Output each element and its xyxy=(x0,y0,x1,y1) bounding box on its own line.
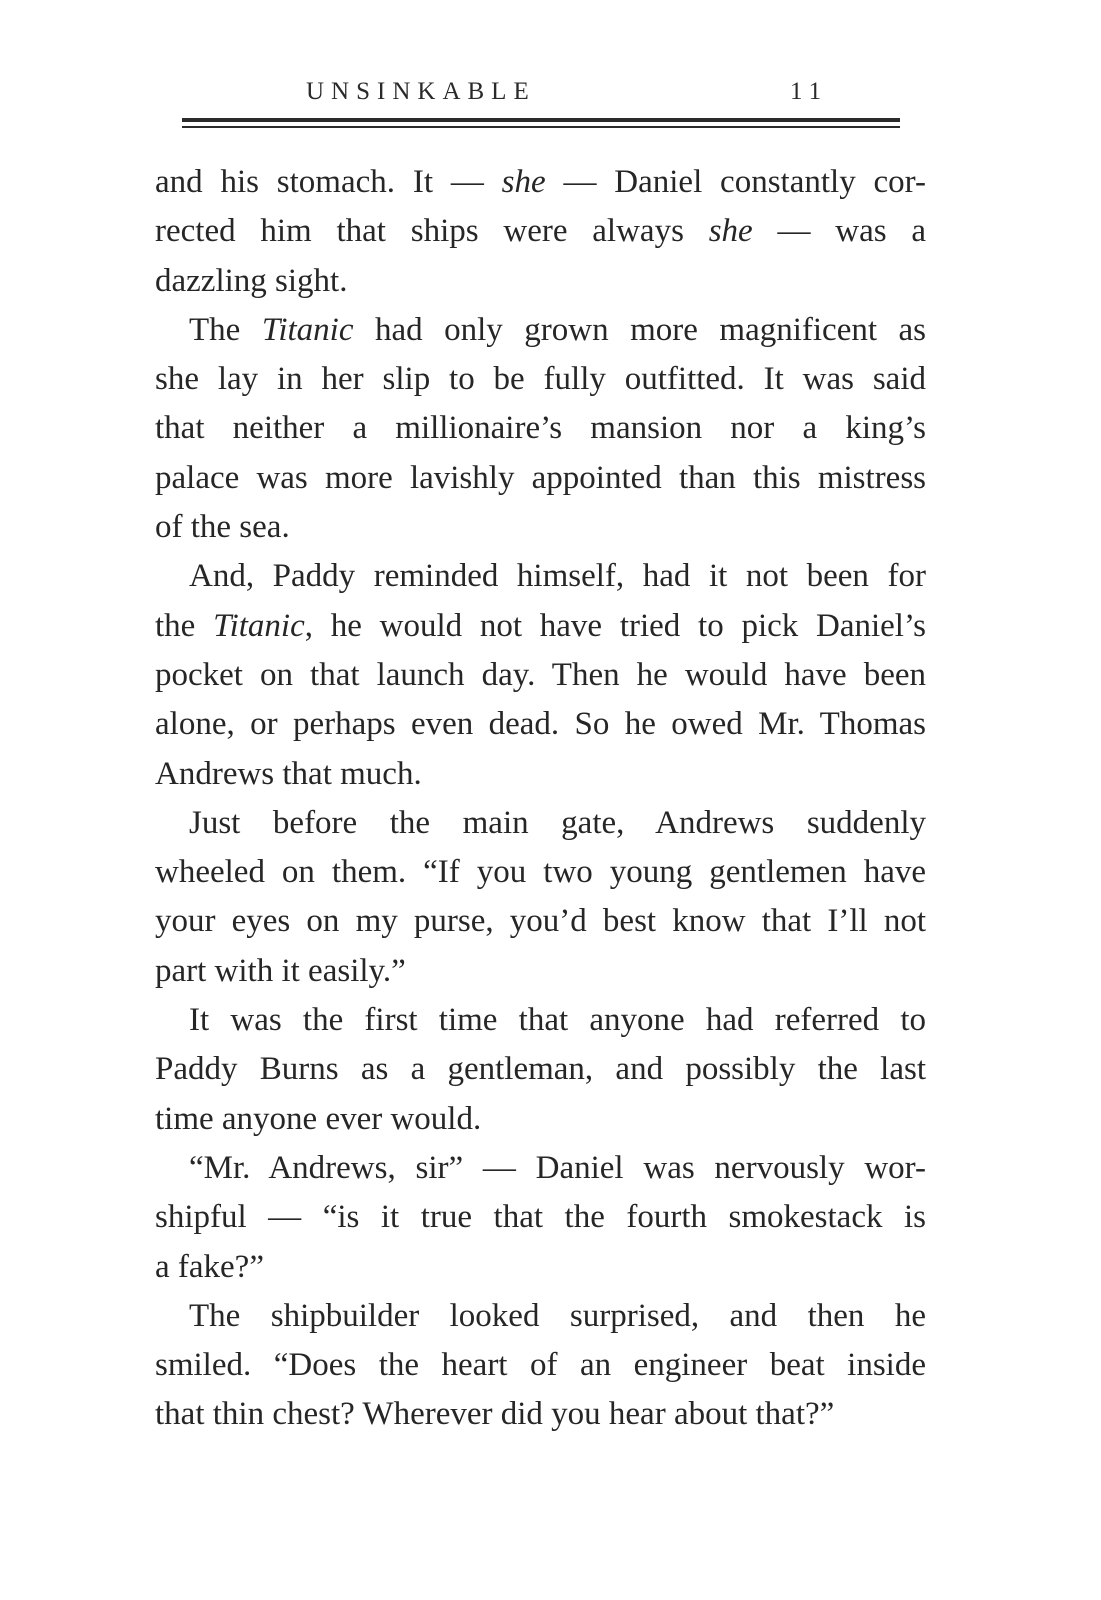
body-text xyxy=(155,158,926,1440)
text-line: It was the first time that anyone had referred to xyxy=(189,1002,926,1039)
text-line: Paddy Burns as a gentleman, and possibly the last xyxy=(155,1051,926,1088)
text-line: “Mr. Andrews, sir” — Daniel was nervously wor- xyxy=(189,1149,926,1186)
text-line: and his stomach. It — she — Daniel constantly cor- xyxy=(155,164,926,200)
text-line: The Titanic had only grown more magnificent as xyxy=(189,311,926,348)
text-line: shipful — “is it true that the fourth smokestack is xyxy=(155,1199,926,1236)
text-line: alone, or perhaps even dead. So he owed Mr. Thomas xyxy=(155,706,926,743)
text-line: your eyes on my purse, you’d best know that I’ll not xyxy=(155,903,926,940)
header-rule-thin xyxy=(182,126,900,128)
text-line: And, Paddy reminded himself, had it not been for xyxy=(189,558,926,595)
text-line: Just before the main gate, Andrews suddenly xyxy=(189,804,926,841)
running-head xyxy=(182,78,900,112)
text-line: The shipbuilder looked surprised, and then he xyxy=(189,1297,926,1334)
text-line: palace was more lavishly appointed than this mistress xyxy=(155,459,926,496)
text-line: that thin chest? Wherever did you hear about that?” xyxy=(155,1396,835,1433)
text-line: smiled. “Does the heart of an engineer beat inside xyxy=(155,1347,926,1384)
text-line: she lay in her slip to be fully outfitted. It was said xyxy=(155,361,926,398)
header-rule-thick xyxy=(182,118,900,122)
text-line: dazzling sight. xyxy=(155,262,348,299)
text-line: part with it easily.” xyxy=(155,952,406,989)
text-line: pocket on that launch day. Then he would have been xyxy=(155,656,926,693)
text-line: wheeled on them. “If you two young gentlemen have xyxy=(155,854,926,891)
text-line: rected him that ships were always she — was a xyxy=(155,213,927,250)
text-line: time anyone ever would. xyxy=(155,1100,482,1137)
text-line: a fake?” xyxy=(155,1248,264,1285)
text-line: of the sea. xyxy=(155,509,290,546)
text-line: the Titanic, he would not have tried to pick Daniel’s xyxy=(155,607,926,644)
page-number: 11 xyxy=(790,78,829,105)
text-line: that neither a millionaire’s mansion nor a king’s xyxy=(155,410,926,447)
running-title: UNSINKABLE xyxy=(306,78,536,105)
text-line: Andrews that much. xyxy=(155,755,422,792)
